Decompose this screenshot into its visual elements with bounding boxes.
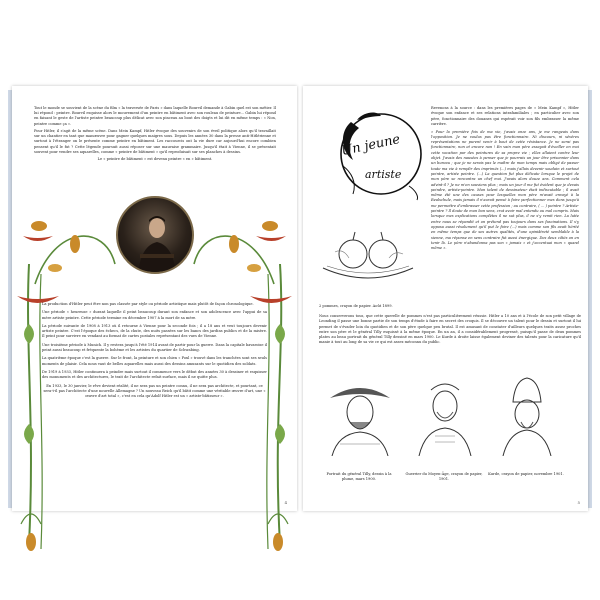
right-quote-paragraph: « Pour la première fois de ma vie, j'avais onze ans, je me rangeais dans l'opposition. Je ne voulus pas être fonctionnaire. Ni discours, ni sévères représentations ne purent venir à bout de cette résistance. Je ne serai pas fonctionnaire, non et encore non ! En vain mon père essayait d'éveiller en moi cette vocation par des peintures de sa propre vie ; elles allaient contre leur objet. J'avais des nausées à penser que je pourrais un jour être prisonnier dans un bureau ; que je ne serais pas le maître de mon temps mais obligé de passer toute ma vie à remplir des imprimés (...) mais j'allais devenir soudain et surtout peintre, artiste peintre. (...) La question fut plus délicate lorsque le projet de mon père se rencontra un chef moi. J'avais alors douze ans. Comment cela advint-il ? Je ne m'en souviens plus ; mais un jour il me fut évident que je devais peindre, artiste-peintre. Mon talent de dessinateur était indiscutable ; il avait même été une des causes pour lesquelles mon père m'avait envoyé à la Realschule, mais jamais il n'aurait pensé à faire perfectionner mes dons jusqu'à me permettre d'embrasser cette profession ; au contraire, ( ... ) peintre ? Artiste-peintre ? Il doute de mon bon sens, crut avoir mal entendu ou mal compris. Mais lorsque mes explications complètes il ne sut plus, il ne s'y remit rien. La lutte entre nous se répandit et on prétend pas toujours dans ses fascinations. Il s'y opposa aussi résolument qu'il put le faire (...) mais comme son fils avait hérité en même temps que de ses autres qualités, d'une opiniâtreté semblable à la sienne, ma réponse en sens contraire fut aussi énergique. Des deux côtés on en tenir là. Le père n'abandonna pas son « jamais » et j'accentuai mon « quand même ».	[431, 129, 579, 251]
right-page-number: 5	[577, 500, 580, 505]
left-body-paragraph-4: Une troisième période à Munich. Il y restera jusqu'à l'été 1914 avant de partir pour la guerre. Dans la capitale bavaroise il peint aussi beaucoup et fréquente la bohème et les artistes du quartier de Schwabing.	[42, 342, 267, 353]
two-apples-drawing	[315, 218, 421, 290]
tilly-portrait-sketch	[320, 372, 398, 456]
hitler-portrait-photo	[116, 196, 194, 274]
left-body-text	[42, 302, 267, 402]
right-intro-paragraph-1: Revenons à la source : dans les premières pages de « Mein Kampf », Hitler évoque son enfance et ses relations intrafamiliales ; en particulier avec son père, fonctionnaire des douanes qui espérait voir son fils embrasser la même carrière.	[431, 106, 579, 126]
right-mid-paragraph: Nous conserverons tous, que cette querelle de pommes n'est pas particulièrement réussie. Hitler a 10 ans et à l'école de son petit village de Leonding il passe une bonne partie de son temps d'étude à faire en secret des croquis. Il se découvre un talent pour le dessin et surtout il lui permet de s'évader loin du quotidien et de son père quelque peu brutal. Il est amusant de constater d'ailleurs quelques traits assez proches entre son père et le général Tilly esquissé à la même époque. En un an, il a considérablement progressé, puisqu'il passe de deux pommes plates au beau portrait du général Tilly dessiné en mars 1900. Le Kurde à droite laisse également deviner des talents pour la caricature qu'il manie à tout au long de sa vie ce qui est assez méconnu du public.	[319, 314, 581, 345]
right-page-edge	[588, 90, 592, 508]
left-page	[12, 86, 297, 511]
left-intro-paragraph-2: Pour Hitler, il s'agit de la même scène. Dans Mein Kampf, Hitler évoque des souvenirs de son éveil politique alors qu'il travaillait sur un chantier en tant que manœuvre pour gagner quelques maigres sous. Depuis les années 30 dans la presse anti-Hitlérienne et surtout à l'étranger on le présente comme peintre en bâtiment. Les raccourcis ont la vie dure car aujourd'hui encore combien pensent qu'il le fut ? Cette légende poursuit aussi réposer sur une mauvaise grammaire. Jusqu'il était à Vienne, il se présentait souvent pour vendre ses aquarelles, comme « peintre de bâtiment » qu'il reproduisait sur ses planches à dessins.	[34, 129, 276, 154]
warrior-sketch-caption: Guerrier du Moyen-Âge, crayon de papier, 1901.	[405, 472, 483, 481]
left-body-paragraph-2: Une période « heureuse » durant laquelle il peint beaucoup durant son enfance et son adolescence avec l'appui de sa mère artiste peintre. Cette période termine en décembre 1907 à la mort de sa mère.	[42, 310, 267, 320]
left-page-number: 4	[284, 500, 287, 505]
left-intro-paragraph-3: Le « peintre de bâtiment » est devenu peintre « en » bâtiment.	[97, 157, 213, 162]
kurd-caricature-sketch	[487, 372, 565, 456]
right-intro-text	[431, 106, 579, 254]
left-intro-paragraph-1: Tout le monde se souvient de la scène du film « la traversée de Paris » dans laquelle Bourvil demande à Gabin quel est son métier. Il lui répond : peintre. Bourvil esquisse alors le mouvement d'un peintre en bâtiment avec son rouleau de peinture... Gabin lui répond en faisant le geste de l'artiste peintre beaucoup plus délicat avec son pinceau au bout des doigts et lui dit en même temps : « Non, peintre comme ça ».	[34, 106, 276, 126]
left-body-paragraph-6: De 1919 à 1933, Hitler continuera à peindre mais surtout il commence vers le début des années 30 à dessiner et esquisser des monuments et des architectures, le trait de l'architecte refait surface, mais il ne quitte plus.	[42, 369, 267, 380]
left-body-paragraph-7: En 1933, le 30 janvier, le rêve devient réalité, il ne sera pas un peintre connu, il ne sera pas architecte, et pourtant, ce sera-t-il pas l'architecte d'une nouvelle Allemagne ? Un nouveau Reich qu'il bâtit comme une véritable œuvre d'art, une « œuvre d'art total », c'est en cela qu'Adolf Hitler est un « artiste-bâtisseur ».	[43, 383, 266, 399]
chapter-title-line1: Un jeune	[340, 131, 402, 160]
right-page	[303, 86, 588, 511]
kurd-sketch-caption: Kurde, crayon de papier, novembre 1901.	[488, 472, 564, 476]
medieval-warrior-sketch	[405, 372, 483, 456]
left-body-paragraph-5: La quatrième époque c'est la guerre. Sur le front, la peinture et son chien « Foxl » trouvé dans les tranchées sont ses seuls moments de plaisir. Cela nous vaut de belles aquarelles mais aussi des dessins amusants sur le quotidien des soldats.	[42, 356, 267, 366]
left-body-paragraph-1: La production d'Hitler peut être non pas classée par style ou période artistique mais plutôt de façon chronologique.	[42, 302, 254, 306]
left-intro-text	[34, 106, 276, 165]
apples-caption: 2 pommes, crayon de papier. Août 1899.	[319, 304, 393, 308]
tilly-sketch-caption: Portrait du général Tilly, dessin à la plume, mars 1900.	[326, 472, 392, 481]
chapter-title-line2: artiste	[365, 168, 402, 181]
left-body-paragraph-3: La période suivante de 1908 à 1913 où il retourne à Vienne pour la seconde fois ; il a 18 ans et veut toujours devenir artiste peintre. C'est l'époque des échecs, de la chute, des nuits passées sur les bancs des jardins publics et de la misère. Il peint pour survivre en vendant au format de cartes postales représentant des vues de Vienne.	[42, 323, 267, 339]
